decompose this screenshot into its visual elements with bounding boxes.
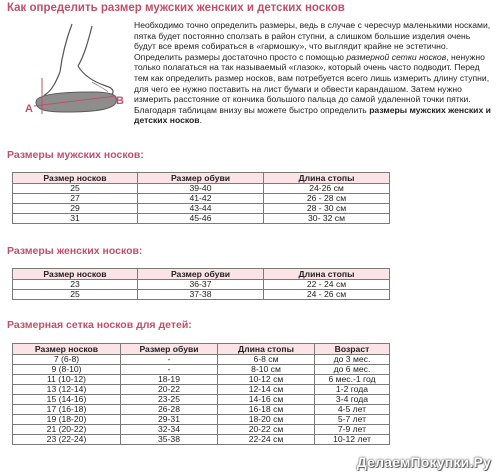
column-header: Размер носков: [13, 173, 138, 184]
table-row: [13, 214, 390, 224]
table-cell: -: [121, 355, 218, 365]
table-cell: -: [121, 365, 218, 375]
table-row: [13, 415, 390, 425]
table-cell: 20-22 см: [218, 425, 315, 435]
table-row: [13, 290, 390, 300]
intro-paragraph: [134, 20, 494, 126]
table-cell: 20-22: [121, 385, 218, 395]
table-cell: 5-7 лет: [315, 415, 390, 425]
table-cell: 12-14 см: [218, 385, 315, 395]
table-cell: 45-46: [138, 214, 264, 224]
table-cell: 16-18 см: [218, 405, 315, 415]
table-cell: 32-34: [121, 425, 218, 435]
table-cell: 23: [13, 280, 138, 290]
column-header: Размер обуви: [138, 173, 264, 184]
table-cell: 35-38: [121, 435, 218, 445]
column-header: Размер обуви: [121, 344, 218, 355]
table-cell: 29: [13, 204, 138, 214]
table-cell: 13 (12-14): [13, 385, 121, 395]
table-row: [13, 355, 390, 365]
label-a: A: [25, 103, 33, 115]
table-row: [13, 280, 390, 290]
column-header: Длина стопы: [264, 173, 390, 184]
table-cell: 26 - 28 см: [264, 194, 390, 204]
men-section-title: Размеры мужских носков:: [7, 149, 144, 161]
table-row: [13, 204, 390, 214]
table-cell: 23-25: [121, 395, 218, 405]
page-title: Как определить размер мужских женских и детских носков: [7, 2, 345, 14]
column-header: Размер носков: [13, 344, 121, 355]
leg-back-outline: [78, 26, 92, 66]
intro-italic-term: размерной сетки носков: [346, 51, 447, 62]
table-row: [13, 405, 390, 415]
column-header: Размер обуви: [138, 269, 264, 280]
men-size-table: [12, 172, 390, 224]
table-row: [13, 395, 390, 405]
table-cell: 10-12 см: [218, 375, 315, 385]
table-cell: 30- 32 см: [264, 214, 390, 224]
table-row: [13, 365, 390, 375]
table-cell: 36-37: [138, 280, 264, 290]
table-cell: 18-19: [121, 375, 218, 385]
table-row: [13, 194, 390, 204]
table-cell: 4-5 лет: [315, 405, 390, 415]
table-row: [13, 184, 390, 194]
leg-outline: [60, 24, 72, 72]
women-section-title: Размеры женских носков:: [7, 245, 143, 257]
table-cell: 28 - 30 см: [264, 204, 390, 214]
column-header: Длина стопы: [264, 269, 390, 280]
column-header: Возраст: [315, 344, 390, 355]
table-cell: 43-44: [138, 204, 264, 214]
kids-size-table: [12, 343, 390, 445]
intro-bold-term: размеры мужских женских и детских носков: [134, 104, 491, 126]
table-cell: до 3 мес.: [315, 355, 390, 365]
table-cell: 21 (20-22): [13, 425, 121, 435]
table-header-row: [13, 173, 390, 184]
table-header-row: [13, 269, 390, 280]
table-cell: 41-42: [138, 194, 264, 204]
table-cell: 17 (16-18): [13, 405, 121, 415]
foot-measure-illustration: [22, 22, 130, 120]
table-cell: 31: [13, 214, 138, 224]
column-header: Размер носков: [13, 269, 138, 280]
table-cell: 7 (6-8): [13, 355, 121, 365]
column-header: Длина стопы: [218, 344, 315, 355]
women-size-table: [12, 268, 390, 300]
table-cell: 26-28: [121, 405, 218, 415]
table-cell: 18-20 см: [218, 415, 315, 425]
table-cell: 6-8 см: [218, 355, 315, 365]
label-b: B: [116, 95, 124, 107]
table-row: [13, 385, 390, 395]
table-cell: 22-24 см: [218, 435, 315, 445]
table-cell: 22 - 24 см: [264, 280, 390, 290]
table-cell: 11 (10-12): [13, 375, 121, 385]
table-cell: 24 - 26 см: [264, 290, 390, 300]
table-cell: 10-12 лет: [315, 435, 390, 445]
table-cell: 39-40: [138, 184, 264, 194]
table-cell: 15 (14-16): [13, 395, 121, 405]
table-row: [13, 435, 390, 445]
table-cell: 6 мес.-1 год: [315, 375, 390, 385]
intro-text-1: Необходимо точно определить размеры, ведь в случае с чересчур маленькими носками, пятка будет постоянно сползать в район ступни, а слишком большие изделия очень будут все время собираться в «гармошку», что выглядит крайне не эстетично. Определить размеры достаточно просто с помощью: [134, 20, 491, 62]
table-cell: 24-26 см: [264, 184, 390, 194]
kids-section-title: Размерная сетка носков для детей:: [7, 319, 192, 331]
table-header-row: [13, 344, 390, 355]
table-cell: до 6 мес.: [315, 365, 390, 375]
site-watermark: ДелаемПокупки.Ру: [356, 454, 491, 470]
table-cell: 29-31: [121, 415, 218, 425]
table-cell: 9 (8-10): [13, 365, 121, 375]
table-cell: 37-38: [138, 290, 264, 300]
table-row: [13, 375, 390, 385]
table-cell: 8-10 см: [218, 365, 315, 375]
table-cell: 14-16 см: [218, 395, 315, 405]
table-cell: 19 (18-20): [13, 415, 121, 425]
table-cell: 7-9 лет: [315, 425, 390, 435]
table-cell: 27: [13, 194, 138, 204]
table-cell: 25: [13, 290, 138, 300]
intro-text-2: , ненужно только полагаться на так называемый «глазок», который очень часто подводит. Перед тем как определить размер носков, вам потребуется всего лишь измерить длину ступни, для чего ее нужно поставить на лист бумаги и обвести карандашом. Затем нужно измерить расстояние от кончика большого пальца до самой удаленной точки пятки. Благодаря таблицам внизу вы можете быстро определить: [134, 51, 490, 115]
intro-text-3: .: [199, 115, 202, 126]
table-cell: 3-4 года: [315, 395, 390, 405]
table-row: [13, 425, 390, 435]
table-cell: 25: [13, 184, 138, 194]
table-cell: 23 (22-24): [13, 435, 121, 445]
measure-pad: [36, 92, 116, 112]
table-cell: 1-2 года: [315, 385, 390, 395]
